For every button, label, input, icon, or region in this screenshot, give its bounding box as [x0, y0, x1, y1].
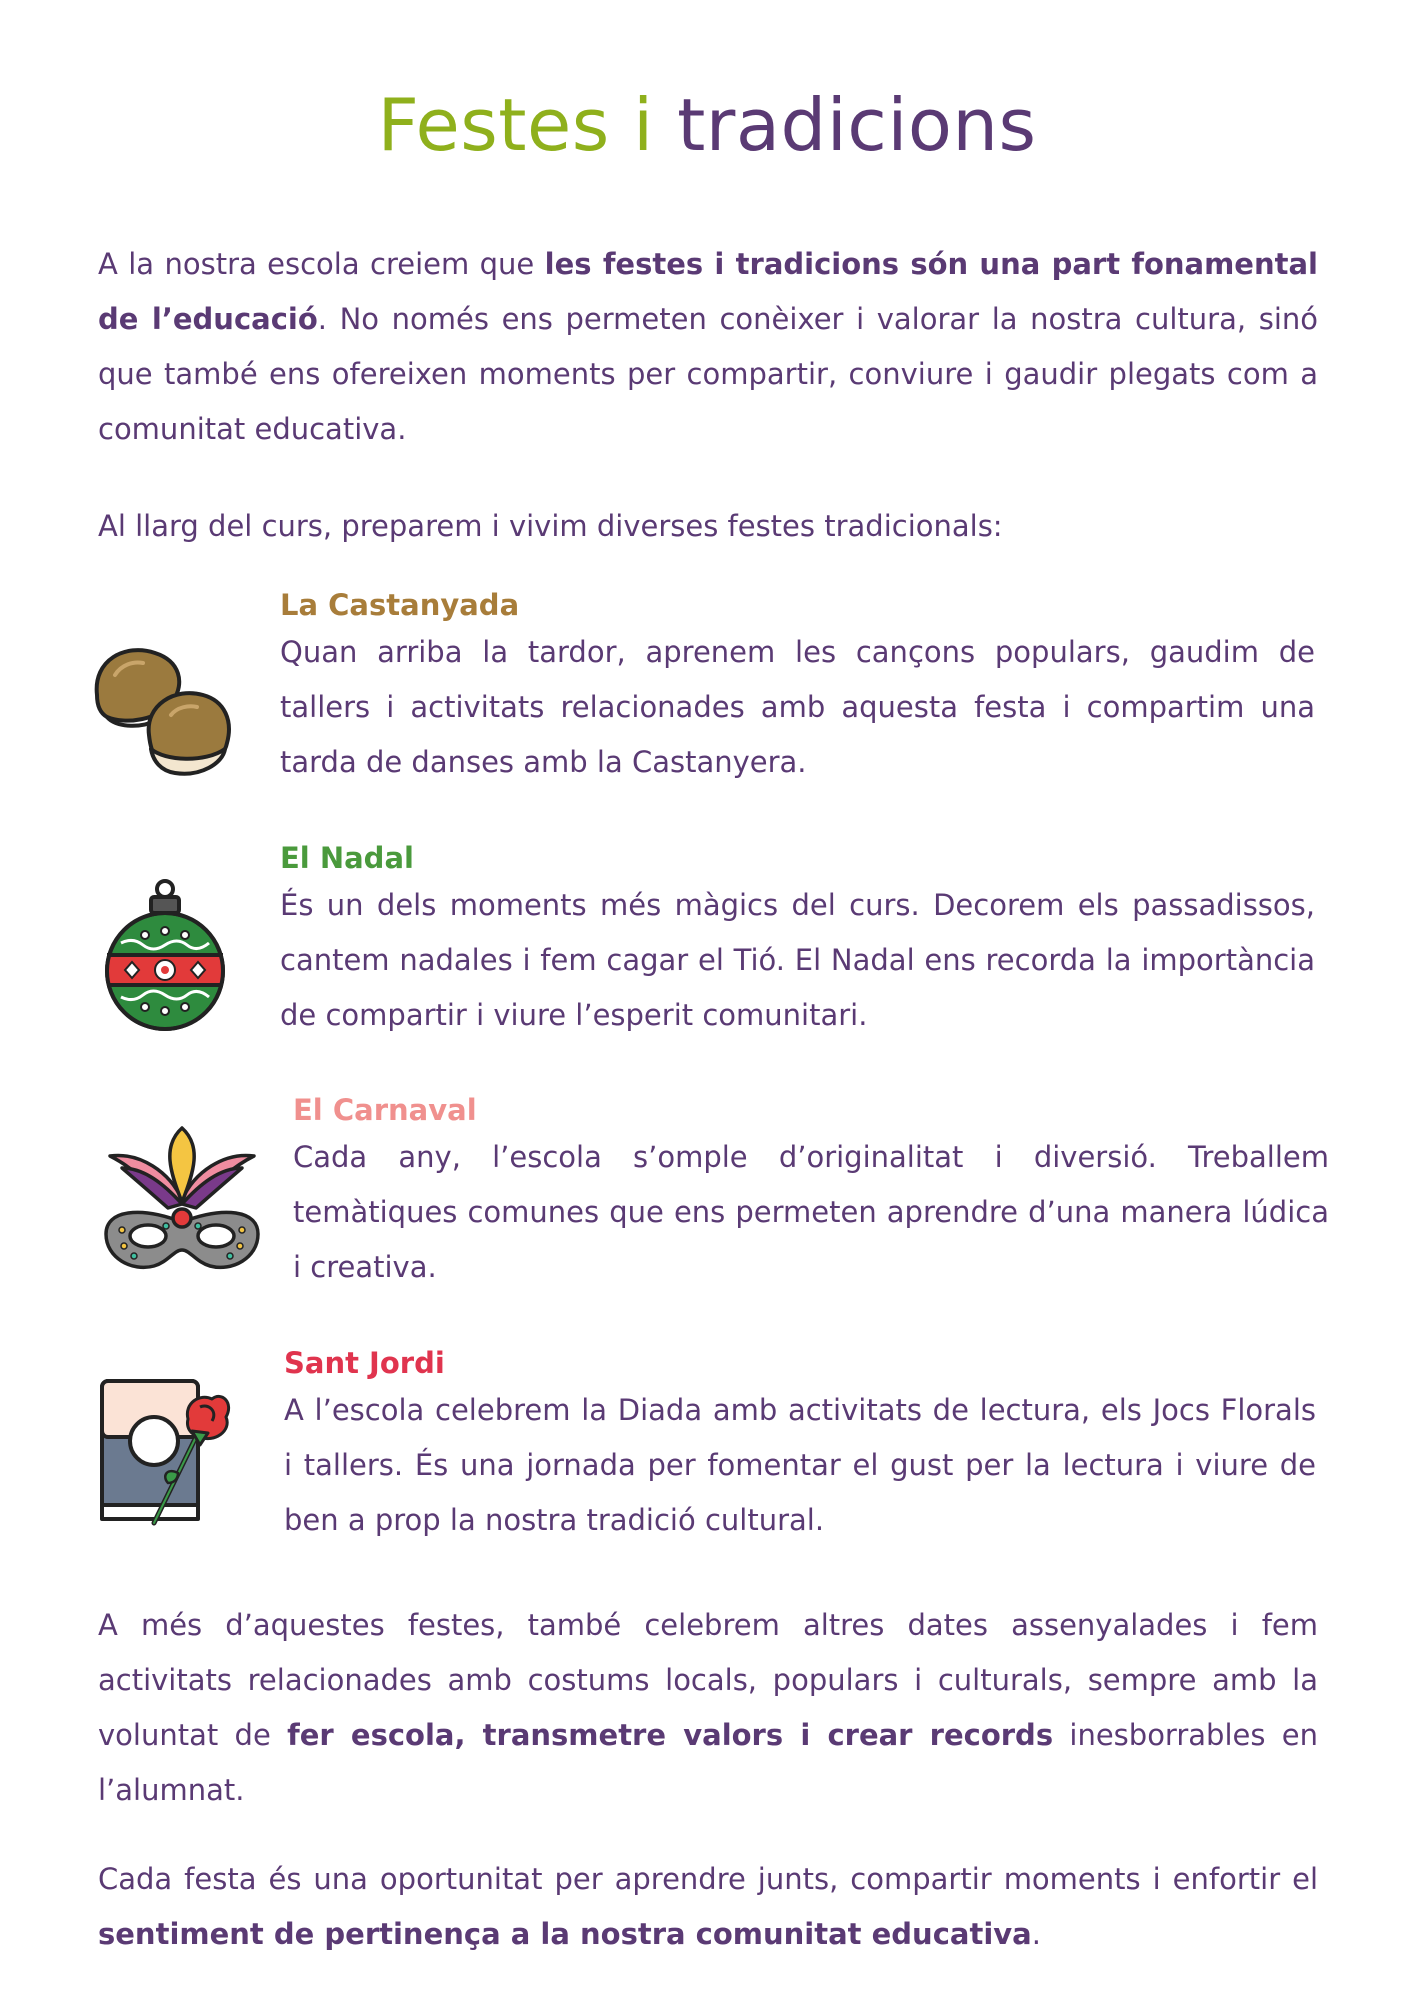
festival-text: A l’escola celebrem la Diada amb activitats de lectura, els Jocs Florals i tallers. És una jornada per fomentar el gust per la lectura i viure de ben a prop la nostra tradició cultural. — [284, 1393, 1316, 1537]
closing1-bold: fer escola, transmetre valors i crear records — [287, 1718, 1054, 1752]
lead-paragraph: Al llarg del curs, preparem i vivim diverses festes tradicionals: — [98, 509, 1003, 543]
chestnuts-icon — [85, 625, 245, 785]
festival-title: El Carnaval — [293, 1093, 477, 1127]
title-part-2: tradicions — [677, 83, 1037, 167]
intro-paragraph — [98, 237, 1318, 457]
festival-title: Sant Jordi — [284, 1346, 445, 1380]
festival-title: El Nadal — [280, 841, 414, 875]
page-title — [0, 82, 1414, 168]
festival-text: És un dels moments més màgics del curs. Decorem els passadissos, cantem nadales i fem cagar el Tió. El Nadal ens recorda la importància de compartir i viure l’esperit comunitari. — [280, 888, 1315, 1032]
festival-text: Quan arriba la tardor, aprenem les cançons populars, gaudim de tallers i activitats relacionades amb aquesta festa i compartim una tarda de danses amb la Castanyera. — [280, 635, 1315, 779]
closing2-bold: sentiment de pertinença a la nostra comunitat educativa — [98, 1917, 1032, 1951]
book-rose-icon — [96, 1373, 236, 1533]
intro-text-2: . No només ens permeten conèixer i valorar la nostra cultura, sinó que també ens ofereixen moments per compartir, conviure i gaudir plegats com a comunitat educativa. — [98, 302, 1318, 446]
intro-bold: les festes i tradicions són una part fonamental de l’educació — [98, 247, 1318, 336]
intro-text-1: A la nostra escola creiem que — [98, 247, 545, 281]
closing-paragraph-1 — [98, 1598, 1318, 1818]
closing1-text-1: A més d’aquestes festes, també celebrem altres dates assenyalades i fem activitats relacionades amb costums locals, populars i culturals, sempre amb la voluntat de — [98, 1608, 1318, 1752]
closing1-text-2: inesborrables en l’alumnat. — [98, 1718, 1318, 1807]
title-part-1: Festes i — [377, 83, 654, 167]
closing2-text-1: Cada festa és una oportunitat per aprendre junts, compartir moments i enfortir el — [98, 1862, 1318, 1896]
festival-text: Cada any, l’escola s’omple d’originalitat i diversió. Treballem temàtiques comunes que ens permeten aprendre d’una manera lúdica i creativa. — [293, 1140, 1329, 1284]
christmas-ornament-icon — [85, 873, 245, 1033]
closing-paragraph-2 — [98, 1852, 1318, 1962]
carnival-mask-icon — [100, 1122, 265, 1282]
closing2-text-2: . — [1031, 1917, 1041, 1951]
festival-title: La Castanyada — [280, 588, 520, 622]
